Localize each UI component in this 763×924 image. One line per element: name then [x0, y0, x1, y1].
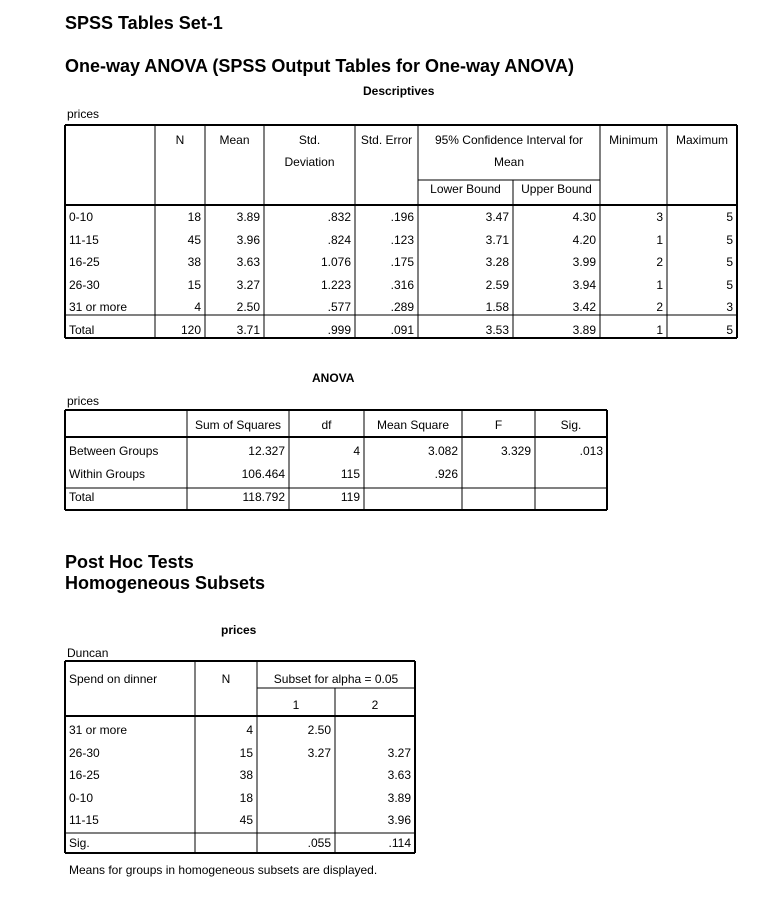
value-ss: 106.464: [241, 467, 285, 481]
value-min: 2: [656, 255, 663, 270]
value-se: .123: [390, 232, 414, 247]
header-ms: Mean Square: [376, 418, 450, 432]
value-min: 1: [656, 277, 663, 292]
value-lower: 3.28: [485, 255, 509, 270]
value-lower: 3.71: [485, 232, 509, 247]
value-upper: 4.30: [572, 210, 596, 224]
value-subset-2: 3.96: [387, 813, 411, 827]
value-subset-2: 3.27: [387, 745, 411, 760]
value-max: 5: [726, 277, 733, 292]
posthoc-footnote: Means for groups in homogeneous subsets are displayed.: [69, 863, 378, 877]
posthoc-caption: prices: [221, 623, 257, 637]
row-label: 11-15: [69, 813, 99, 827]
doc-subtitle: One-way ANOVA (SPSS Output Tables for One-way ANOVA): [65, 56, 575, 76]
value-upper: 3.89: [572, 323, 596, 337]
header-sig: Sig.: [560, 418, 582, 432]
posthoc-heading: Post Hoc Tests: [65, 552, 194, 572]
header-mean: Mean: [219, 133, 250, 147]
header-subset-2: 2: [371, 698, 379, 712]
value-ms: 3.082: [427, 444, 458, 458]
value-sd: 1.223: [320, 277, 351, 292]
value-n: 45: [239, 813, 253, 827]
value-max: 5: [726, 255, 733, 270]
value-n: 4: [194, 300, 201, 315]
header-ss: Sum of Squares: [194, 418, 282, 432]
value-sd: .999: [327, 323, 351, 337]
value-lower: 2.59: [485, 277, 509, 292]
row-label: 31 or more: [69, 723, 128, 737]
header-std-dev: Std.: [298, 133, 321, 147]
value-n: 38: [187, 255, 201, 270]
value-mean: 2.50: [236, 300, 260, 315]
value-upper: 4.20: [572, 232, 596, 247]
value-upper: 3.99: [572, 255, 596, 270]
value-n: 15: [187, 277, 201, 292]
row-label: 31 or more: [69, 300, 128, 315]
value-lower: 3.47: [485, 210, 509, 224]
header-subset: Subset for alpha = 0.05: [273, 672, 399, 686]
header-upper: Upper Bound: [521, 182, 592, 196]
value-subset-1: 3.27: [307, 745, 331, 760]
value-f: 3.329: [500, 444, 531, 458]
value-upper: 3.94: [572, 277, 596, 292]
value-se: .196: [390, 210, 414, 224]
row-label: 16-25: [69, 255, 100, 270]
value-subset-1: 2.50: [307, 723, 331, 737]
anova-variable: prices: [67, 394, 100, 408]
value-n: 120: [180, 323, 201, 337]
header-ci: 95% Confidence Interval for: [434, 133, 584, 147]
value-sig: .013: [579, 444, 603, 458]
doc-title: SPSS Tables Set-1: [65, 13, 223, 33]
value-ss: 118.792: [242, 490, 285, 504]
homogeneous-heading: Homogeneous Subsets: [65, 573, 266, 593]
value-max: 5: [726, 232, 733, 247]
value-sd: .832: [327, 210, 351, 224]
row-label: Total: [69, 323, 95, 337]
value-max: 5: [726, 210, 733, 224]
value-subset-1: .055: [307, 835, 331, 850]
row-label: 0-10: [69, 210, 94, 224]
value-n: 18: [239, 790, 253, 805]
value-max: 5: [726, 323, 733, 337]
value-n: 18: [187, 210, 201, 224]
value-lower: 3.53: [485, 323, 509, 337]
value-mean: 3.63: [236, 255, 260, 270]
header-subset-1: 1: [292, 698, 300, 712]
row-label: 16-25: [69, 768, 100, 782]
value-n: 4: [246, 723, 253, 737]
value-max: 3: [726, 300, 733, 315]
value-ms: .926: [434, 467, 458, 481]
value-min: 1: [656, 323, 663, 337]
value-ss: 12.327: [248, 444, 285, 458]
row-label: 11-15: [69, 232, 99, 247]
row-label: Between Groups: [69, 444, 159, 458]
value-subset-2: 3.89: [387, 790, 411, 805]
value-df: 115: [340, 467, 360, 481]
header-f: F: [494, 418, 503, 432]
value-subset-2: .114: [388, 835, 411, 850]
header-group: Spend on dinner: [69, 672, 158, 686]
value-mean: 3.89: [236, 210, 260, 224]
header-min: Minimum: [609, 133, 658, 147]
value-upper: 3.42: [572, 300, 596, 315]
row-label: Sig.: [69, 835, 90, 850]
descriptives-variable: prices: [67, 107, 100, 121]
row-label: 26-30: [69, 745, 100, 760]
value-df: 119: [340, 490, 360, 504]
header-std-dev-2: Deviation: [284, 155, 335, 169]
value-min: 3: [656, 210, 663, 224]
value-se: .091: [390, 323, 414, 337]
header-ci-2: Mean: [493, 155, 525, 169]
header-lower: Lower Bound: [430, 182, 501, 196]
value-n: 45: [187, 232, 201, 247]
header-std-error: Std. Error: [360, 133, 413, 147]
header-max: Maximum: [675, 133, 728, 147]
value-n: 38: [239, 768, 253, 782]
descriptives-caption: Descriptives: [363, 84, 435, 98]
value-subset-2: 3.63: [387, 768, 411, 782]
value-min: 1: [656, 232, 663, 247]
value-mean: 3.71: [236, 323, 260, 337]
anova-caption: ANOVA: [312, 371, 355, 385]
value-mean: 3.27: [236, 277, 260, 292]
value-sd: .824: [327, 232, 351, 247]
value-min: 2: [656, 300, 663, 315]
value-se: .175: [390, 255, 414, 270]
header-df: df: [321, 418, 332, 432]
value-df: 4: [353, 444, 360, 458]
row-label: Within Groups: [69, 467, 146, 481]
header-n: N: [175, 133, 185, 147]
value-se: .289: [390, 300, 414, 315]
value-n: 15: [239, 745, 253, 760]
value-mean: 3.96: [236, 232, 260, 247]
header-n: N: [221, 672, 231, 686]
value-lower: 1.58: [485, 300, 509, 315]
row-label: Total: [69, 490, 95, 504]
row-label: 26-30: [69, 277, 100, 292]
value-sd: .577: [327, 300, 351, 315]
posthoc-method: Duncan: [67, 646, 109, 660]
row-label: 0-10: [69, 790, 94, 805]
value-se: .316: [390, 277, 414, 292]
value-sd: 1.076: [320, 255, 351, 270]
